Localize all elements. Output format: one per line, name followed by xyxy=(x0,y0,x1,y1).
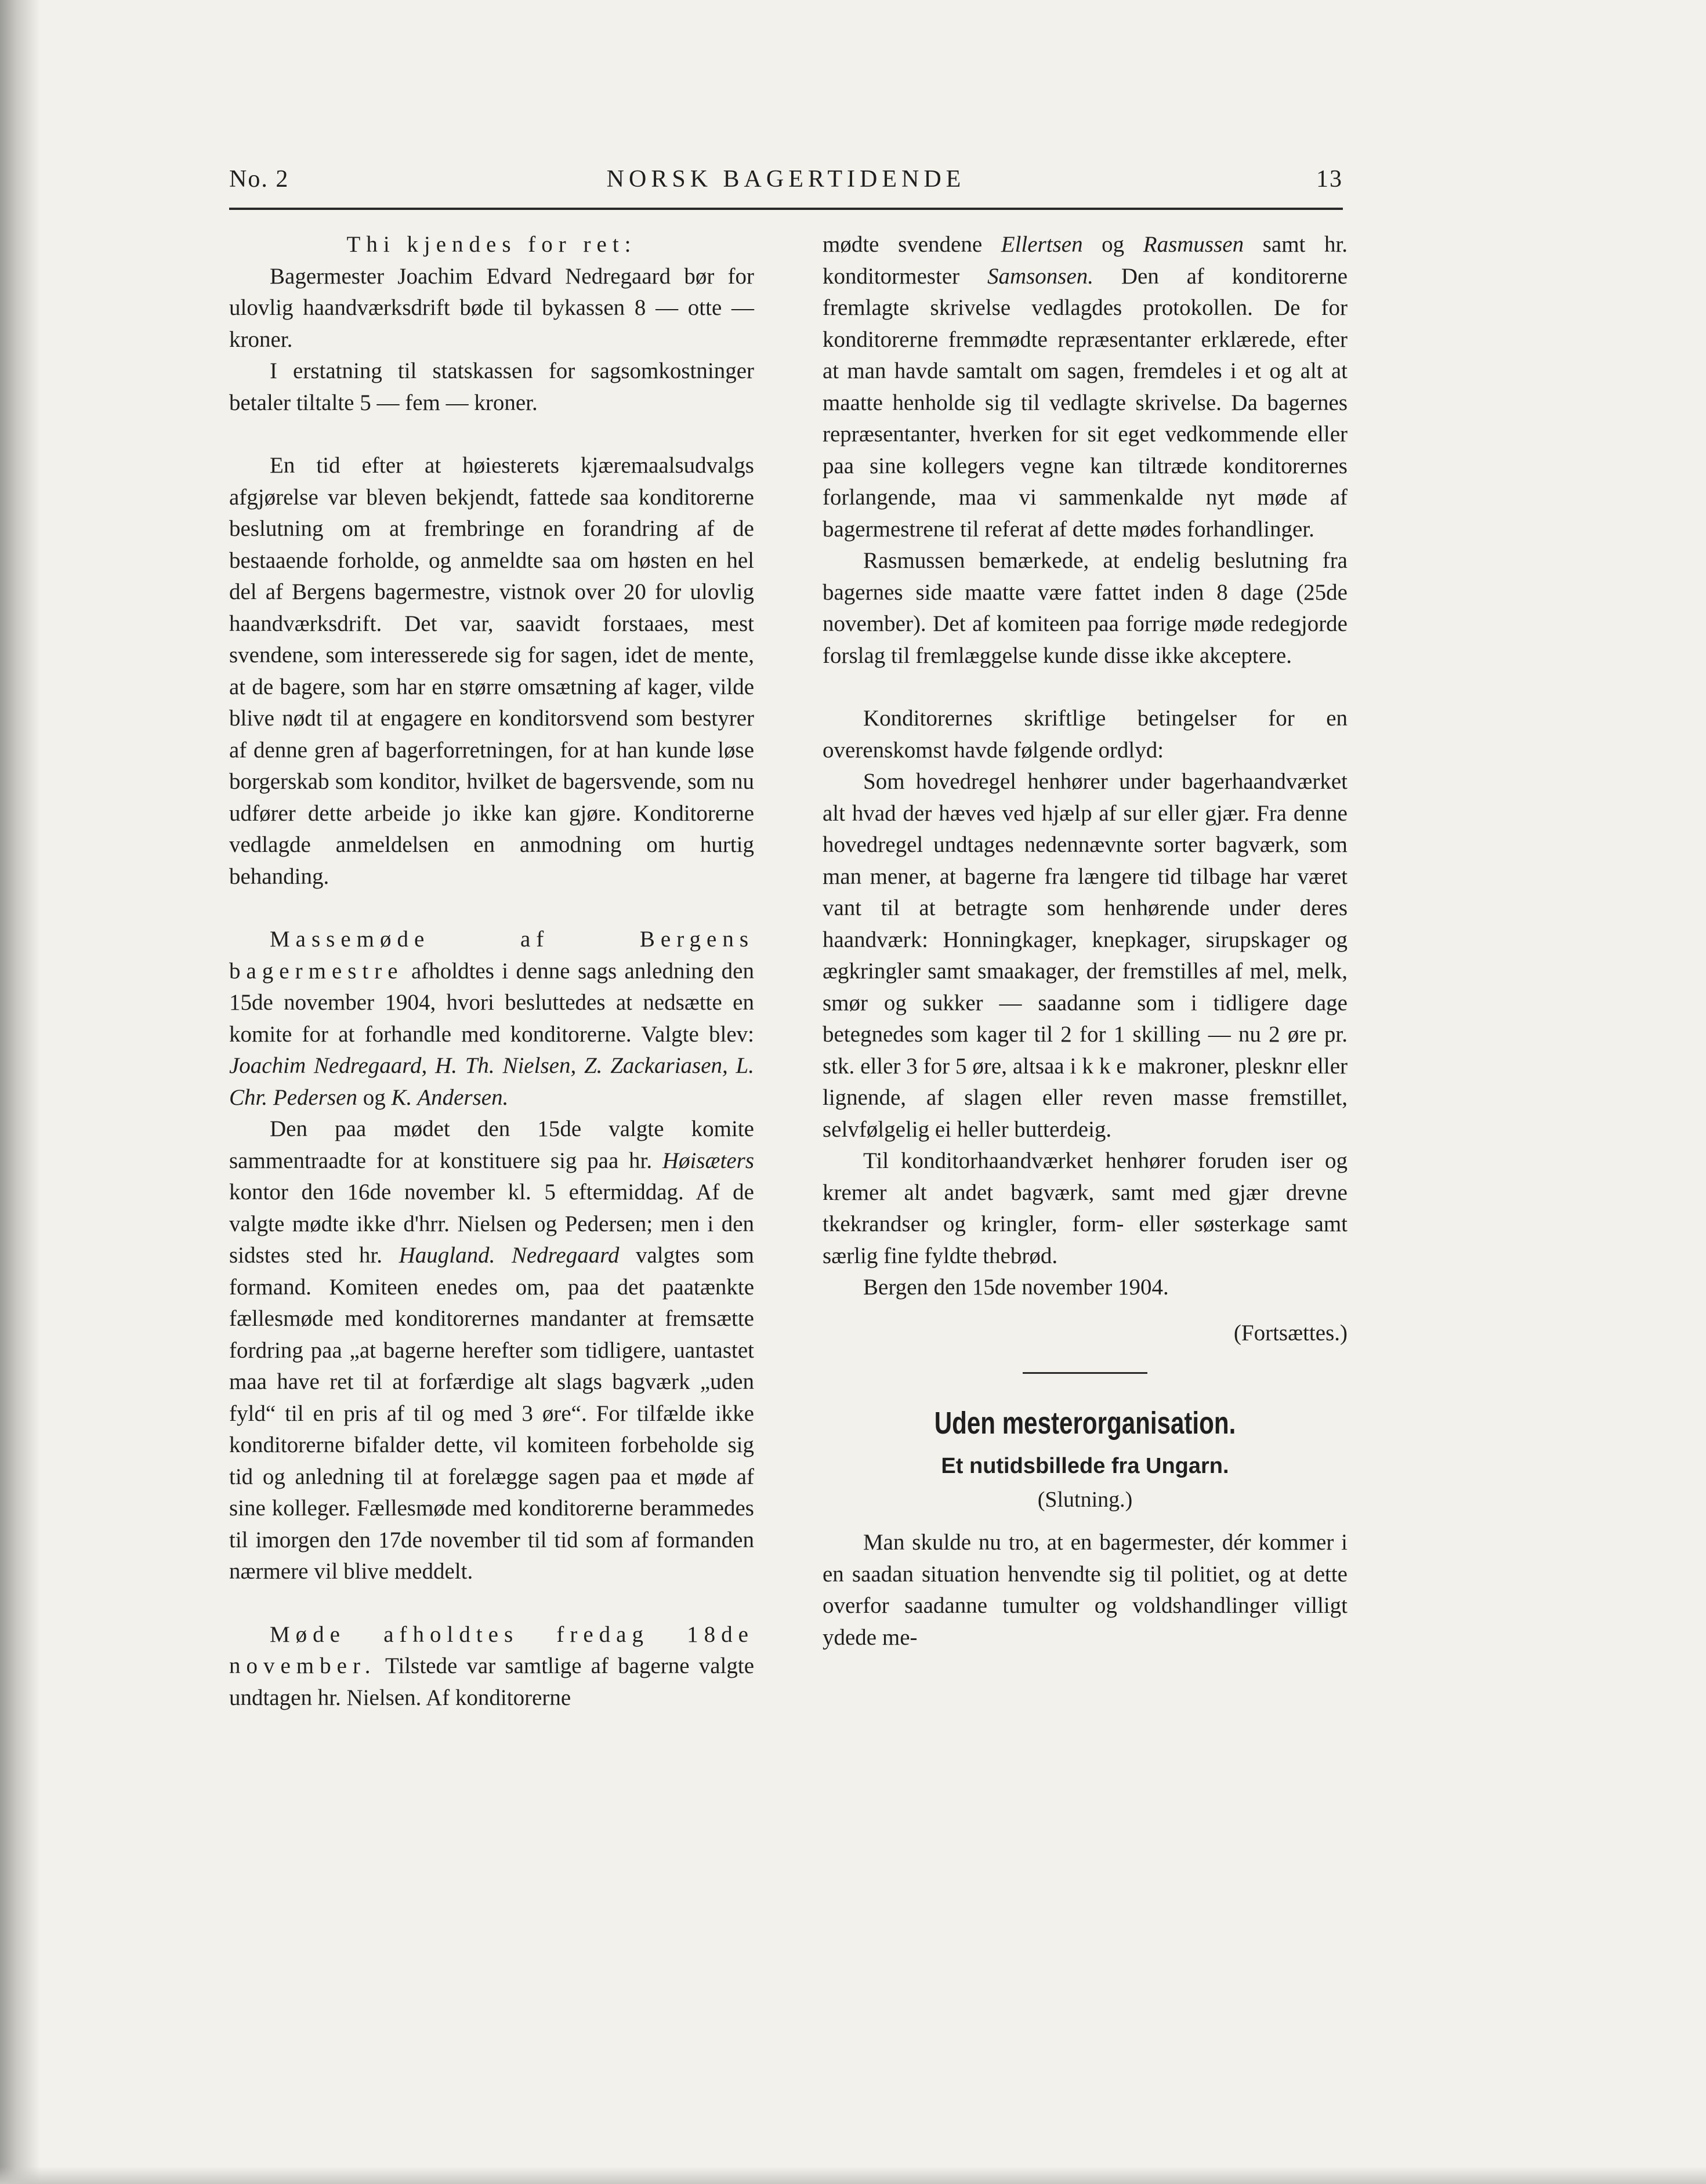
dateline: Bergen den 15de november 1904. xyxy=(863,1275,1169,1300)
paragraph-massemode xyxy=(229,924,754,1113)
issue-number: No. 2 xyxy=(229,166,289,193)
paragraph-den-paa xyxy=(229,1113,754,1588)
article-subtitle: Et nutidsbillede fra Ungarn. xyxy=(941,1454,1229,1478)
name-haugland: Haugland. xyxy=(399,1243,495,1268)
den-paa-text-3: valgtes som formand. Komiteen enedes om, paa det paatænkte fællesmøde med konditorernes mandanter at fremsætte fordring paa „at bagerne herefter som tidligere, uantastet maa have ret til at forfærdige alt slags bagværk „uden fyld“ til en pris af til og med 3 øre“. For tilfælde ikke konditorerne bifalder dette, vil komiteen forbeholde sig tid og anledning til at forelægge sagen paa et møde af sine kolleger. Fællesmøde med konditorerne berammedes til imorgen den 17de november til tid som af formanden nærmere vil blive meddelt. xyxy=(229,1243,755,1584)
article-title: Uden mesterorganisation. xyxy=(934,1406,1236,1441)
spacer xyxy=(229,893,754,924)
name-ellertsen: Ellertsen xyxy=(1001,232,1083,257)
paragraph-mode xyxy=(229,1619,754,1714)
massemode-heading: Massemøde af Bergens bagermestre xyxy=(229,927,754,984)
name-nedregaard: Nedregaard xyxy=(511,1243,620,1268)
paragraph-hovedregel xyxy=(823,766,1348,1145)
modte-og: og xyxy=(1102,232,1125,257)
modte-text-3: Den af konditorerne fremlagte skrivelse vedlagdes protokollen. De for konditorerne fremmødte repræsentanter erklærede, efter at man havde samtalt om sagen, fremdeles i et og alt at maatte henholde sig til vedlagte skrivelse. Da bagernes repræsentanter, hverken for sit eget vedkommende eller paa sine kollegers vegne kan tiltræde konditorernes forlangende, maa vi sammenkalde nyt møde af bagermestrene til referat af dette mødes forhandlinger. xyxy=(823,263,1348,542)
den-paa-text-2: kontor den 16de november kl. 5 eftermiddag. Af de valgte mødte ikke d'hrr. Nielsen og Pedersen; men i den sidstes sted hr. xyxy=(229,1180,754,1268)
modte-text-2: samt hr. konditormester xyxy=(823,232,1348,289)
paragraph-konditorhaandvaerket: Til konditorhaandværket henhører foruden iser og kremer alt andet bagværk, samt med gjær drevne tkekrandser og kringler, form- eller søsterkage samt særlig fine fyldte thebrød. xyxy=(823,1148,1348,1268)
article-note: (Slutning.) xyxy=(1037,1488,1133,1512)
hovedregel-text-1: Som hovedregel henhører under bagerhaandværket alt hvad der hæves ved hjælp af sur eller gjær. Fra denne hovedregel undtages nedennævnte sorter bagværk, som man mener, at bagerne fra længere tid tilbage har været vant til at betragte som henhørende under deres haandværk: Honningkager, knepkager, sirupskager og ægkringler samt smaakager, der fremstilles af mel, melk, smør og sukker — saadanne som i tidligere dage betegnedes som kager til 2 for 1 skilling — nu 2 øre pr. stk. eller 3 for 5 øre, altsaa xyxy=(823,769,1348,1079)
verdict-paragraph-1: Bagermester Joachim Edvard Nedregaard bør for ulovlig haandværksdrift bøde til bykassen 8 — otte — kroner. xyxy=(229,263,754,352)
page-number: 13 xyxy=(1316,166,1343,193)
paragraph-rasmussen: Rasmussen bemærkede, at endelig beslutning fra bagernes side maatte være fattet inden 8 dage (25de november). Det af komiteen paa forrige møde redegjorde forslag til fremlæggelse kunde disse ikke akceptere. xyxy=(823,548,1348,668)
verdict-paragraph-2: I erstatning til statskassen for sagsomkostninger betaler tiltalte 5 — fem — kroner. xyxy=(229,358,754,415)
spacer xyxy=(229,419,754,450)
committee-last-name: K. Andersen. xyxy=(391,1084,509,1110)
page-header xyxy=(229,165,1343,200)
spacer xyxy=(229,1588,754,1619)
verdict-heading: Thi kjendes for ret: xyxy=(346,232,637,257)
name-rasmussen: Rasmussen xyxy=(1143,232,1244,257)
section-divider xyxy=(1023,1372,1147,1374)
paragraph-modte xyxy=(823,229,1348,545)
committee-names: Joachim Nedregaard, H. Th. Nielsen, Z. Zackariasen, L. Chr. Pedersen xyxy=(229,1053,754,1110)
paragraph-en-tid: En tid efter at høiesterets kjæremaalsudvalgs afgjørelse var bleven bekjendt, fattede saa konditorerne beslutning om at frembringe en forandring af de bestaaende forholde, og anmeldte saa om høsten en hel del af Bergens bagermestre, vistnok over 20 for ulovlig haandværksdrift. Det var, saavidt forstaaes, mest svendene, som interesserede sig for sagen, idet de mente, at de bagere, som har en større omsætning af kager, vilde blive nødt til at engagere en konditorsvend som bestyrer af denne gren af bagerforretningen, for at han kunde løse borgerskab som konditor, hvilket de bagersvende, som nu udfører dette arbeide jo ikke kan gjøre. Konditorerne vedlagde anmeldelsen en anmodning om hurtig behanding. xyxy=(229,453,754,889)
article-paragraph-1: Man skulde nu tro, at en bagermester, dér kommer i en saadan situation henvendte sig til politiet, og at dette overfor saadanne tumulter og voldshandlinger villigt ydede me- xyxy=(823,1530,1348,1650)
publication-title: NORSK BAGERTIDENDE xyxy=(606,166,966,193)
modte-text-1: mødte svendene xyxy=(823,232,983,257)
name-hoisaeter: Høisæters xyxy=(662,1148,755,1173)
header-rule xyxy=(229,208,1343,210)
right-column xyxy=(823,229,1348,1653)
hovedregel-text-2: makroner, plesknr eller lignende, af slagen eller reven masse fremstillet, selvfølgelig ei heller butterdeig. xyxy=(823,1053,1348,1142)
continued-note: (Fortsættes.) xyxy=(1233,1320,1348,1345)
left-column xyxy=(229,229,754,1714)
name-samsonsen: Samsonsen. xyxy=(987,263,1094,289)
massemode-og: og xyxy=(363,1084,386,1110)
massemode-text: afholdtes i denne sags anledning den 15de november 1904, hvori besluttedes at nedsætte en komite for at forhandle med konditorerne. Valgte blev: xyxy=(229,958,754,1047)
hovedregel-ikke: ikke xyxy=(1070,1053,1132,1079)
paragraph-skriftlige: Konditorernes skriftlige betingelser for en overenskomst havde følgende ordlyd: xyxy=(823,706,1348,763)
mode-text: Tilstede var samtlige af bagerne valgte undtagen hr. Nielsen. Af konditorerne xyxy=(229,1653,755,1710)
spacer xyxy=(823,672,1348,703)
mode-heading: Møde afholdtes fredag 18de november. xyxy=(229,1621,754,1678)
scan-bottom-edge xyxy=(0,2167,1706,2184)
den-paa-text-1: Den paa mødet den 15de valgte komite sammentraadte for at konstituere sig paa hr. xyxy=(229,1116,754,1173)
scan-page-edge xyxy=(0,0,41,2184)
